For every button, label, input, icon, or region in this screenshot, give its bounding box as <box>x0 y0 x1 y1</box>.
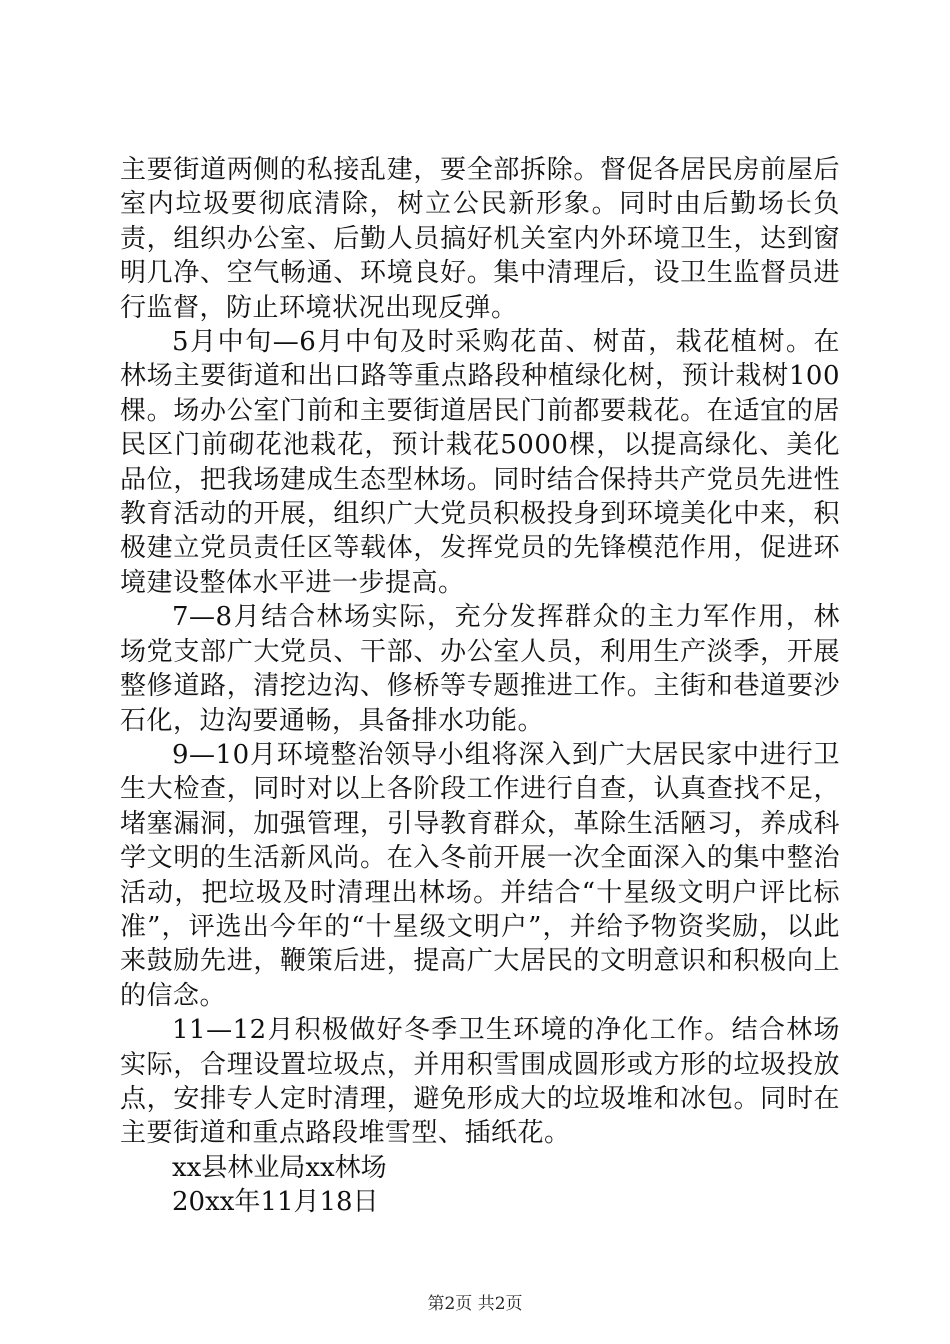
paragraph-cleanup-continuation: 主要街道两侧的私接乱建，要全部拆除。督促各居民房前屋后室内垃圾要彻底清除，树立公民新形象。同时由后勤场长负责，组织办公室、后勤人员搞好机关室内外环境卫生，达到窗明几净、空气畅通、环境良好。集中清理后，设卫生监督员进行监督，防止环境状况出现反弹。 <box>120 155 840 323</box>
paragraph-may-june-greening: 5月中旬—6月中旬及时采购花苗、树苗，栽花植树。在林场主要街道和出口路等重点路段种植绿化树，预计栽树100棵。场办公室门前和主要街道居民门前都要栽花。在适宜的居民区门前砌花池栽花，预计栽花5000棵，以提高绿化、美化品位，把我场建成生态型林场。同时结合保持共产党员先进性教育活动的开展，组织广大党员积极投身到环境美化中来，积极建立党员责任区等载体，发挥党员的先锋模范作用，促进环境建设整体水平进一步提高。 <box>120 327 840 598</box>
paragraph-september-october-inspection: 9—10月环境整治领导小组将深入到广大居民家中进行卫生大检查，同时对以上各阶段工作进行自查，认真查找不足，堵塞漏洞，加强管理，引导教育群众，革除生活陋习，养成科学文明的生活新风尚。在入冬前开展一次全面深入的集中整治活动，把垃圾及时清理出林场。并结合“十星级文明户评比标准”，评选出今年的“十星级文明户”，并给予物资奖励，以此来鼓励先进，鞭策后进，提高广大居民的文明意识和积极向上的信念。 <box>120 739 840 1011</box>
paragraph-july-august-roads: 7—8月结合林场实际，充分发挥群众的主力军作用，林场党支部广大党员、干部、办公室人员，利用生产淡季，开展整修道路，清挖边沟、修桥等专题推进工作。主街和巷道要沙石化，边沟要通畅，具备排水功能。 <box>120 602 840 736</box>
document-body <box>120 153 840 1220</box>
signature-organization: xx县林业局xx林场 <box>172 1152 387 1183</box>
paragraph-november-december-winter: 11—12月积极做好冬季卫生环境的净化工作。结合林场实际，合理设置垃圾点，并用积雪围成圆形或方形的垃圾投放点，安排专人定时清理，避免形成大的垃圾堆和冰包。同时在主要街道和重点路段堆雪型、插纸花。 <box>120 1015 840 1149</box>
page-footer: 第2页 共2页 <box>427 1294 523 1314</box>
signature-date: 20xx年11月18日 <box>172 1187 379 1218</box>
